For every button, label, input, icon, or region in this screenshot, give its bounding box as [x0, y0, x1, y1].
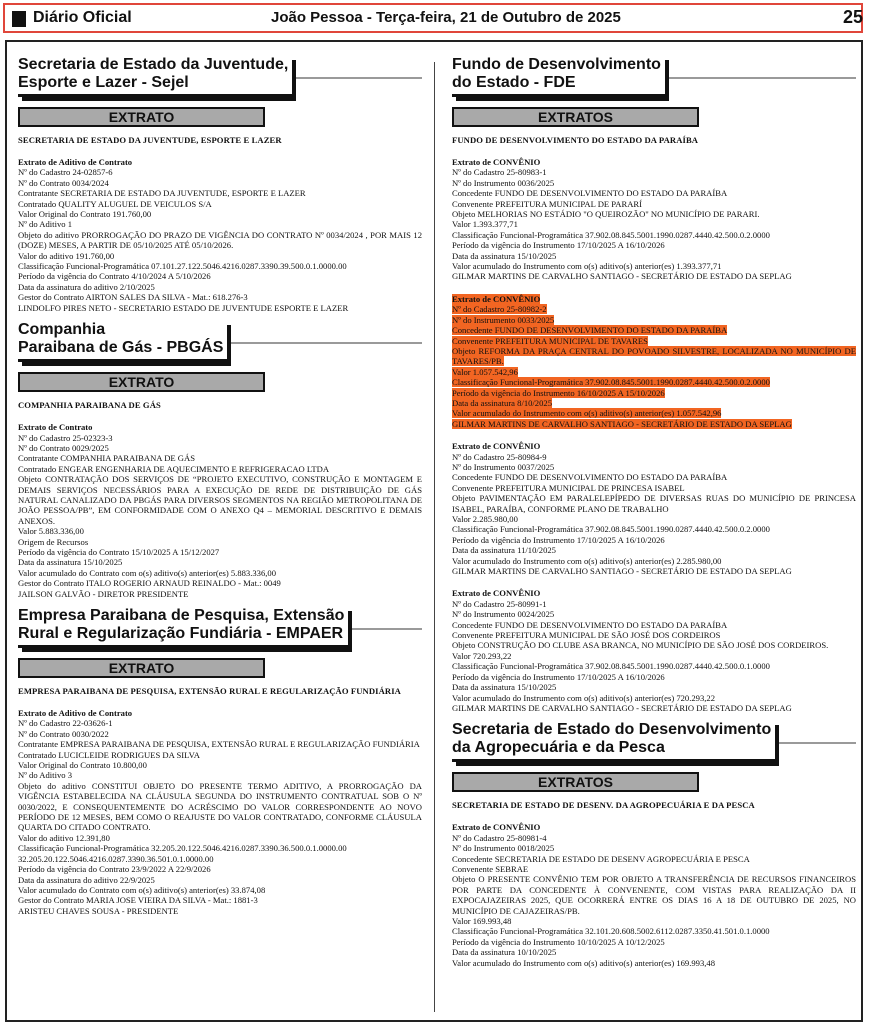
- section-title-line: Companhia: [18, 321, 106, 339]
- extract-block: [18, 422, 422, 599]
- extract-line: Concedente SECRETARIA DE ESTADO DE DESENV AGROPECUÁRIA E PESCA: [452, 853, 750, 864]
- extract-line: Data da assinatura 15/10/2025: [18, 557, 123, 568]
- extract-block: [18, 708, 422, 916]
- extract-title: Extrato de Contrato: [18, 422, 93, 433]
- extract-title: Extrato de CONVÊNIO: [452, 157, 541, 167]
- right-column: [452, 56, 856, 974]
- extrato-badge: EXTRATOS: [452, 772, 699, 792]
- extract-line: Data da assinatura do aditivo 2/10/2025: [18, 281, 155, 292]
- extrato-badge: EXTRATOS: [452, 107, 699, 127]
- extract-line: Gestor do Contrato ITALO ROGERIO ARNAUD REINALDO - Mat.: 0049: [18, 578, 281, 589]
- extract-line: GILMAR MARTINS DE CARVALHO SANTIAGO - SECRETÁRIO DE ESTADO DA SEPLAG: [452, 418, 792, 429]
- section-title: [452, 56, 665, 97]
- organization-name: SECRETARIA DE ESTADO DE DESENV. DA AGROPECUÁRIA E DA PESCA: [452, 800, 755, 811]
- left-column: [18, 56, 422, 922]
- section-title-line: Fundo de Desenvolvimento: [452, 56, 661, 73]
- extract-line: Valor acumulado do Instrumento com o(s) aditivo(s) anterior(es) 1.057.542,96: [452, 408, 722, 419]
- extract-line: Nº do Aditivo 3: [18, 770, 72, 781]
- extract-line: LINDOLFO PIRES NETO - SECRETARIO ESTADO DE JUVENTUDE ESPORTE E LAZER: [18, 302, 349, 313]
- extract-line: Nº do Cadastro 25-80983-1: [452, 167, 547, 178]
- extract-line: Objeto O PRESENTE CONVÊNIO TEM POR OBJETO A TRANSFERÊNCIA DE RECURSOS FINANCEIROS POR PARTE DA CONCEDENTE À CONVENENTE, COM VISTAS PARA REALIZAÇÃO DA II EXPOCAJAZEIRAS 2025, QUE OCORRERÁ ENTRE OS DIAS 16 A 18 DE OUTUBRO DE 2025, NO MUNICÍPIO DE CAJAZEIRAS/PB.: [452, 874, 856, 916]
- extract-line: Nº do Contrato 0034/2024: [18, 177, 109, 188]
- extract-line: Objeto CONSTRUÇÃO DO CLUBE ASA BRANCA, NO MUNICÍPIO DE SÃO JOSÉ DOS CORDEIROS.: [452, 640, 829, 651]
- extract-line: Objeto PAVIMENTAÇÃO EM PARALELEPÍPEDO DE DIVERSAS RUAS DO MUNICÍPIO DE PRINCESA ISABEL, PARAÍBA, CONFORME PLANO DE TRABALHO: [452, 493, 856, 514]
- extract-line: Período da vigência do Contrato 4/10/2024 A 5/10/2026: [18, 271, 211, 282]
- extract-line: Classificação Funcional-Programática 37.902.08.845.5001.1990.0287.4440.42.500.0.2.0000: [452, 229, 770, 240]
- extract-line: Nº do Cadastro 25-02323-3: [18, 432, 113, 443]
- extract-line: Nº do Cadastro 24-02857-6: [18, 167, 113, 178]
- extract-line: Classificação Funcional-Programática 37.902.08.845.5001.1990.0287.4440.42.500.0.2.0000: [452, 377, 770, 388]
- dateline: João Pessoa - Terça-feira, 21 de Outubro de 2025: [271, 9, 621, 26]
- section: [18, 607, 422, 916]
- extract-line: Classificação Funcional-Programática 37.902.08.845.5001.1990.0287.4440.42.500.0.1.0000: [452, 661, 770, 672]
- extract-block: [452, 588, 856, 713]
- extract-line: Período da vigência do Instrumento 10/10/2025 A 10/12/2025: [452, 936, 665, 947]
- extract-line: Valor acumulado do Instrumento com o(s) aditivo(s) anterior(es) 720.293,22: [452, 692, 715, 703]
- extract-line: Nº do Instrumento 0018/2025: [452, 843, 555, 854]
- extract-line: Data da assinatura 11/10/2025: [452, 545, 556, 556]
- extract-line: Classificação Funcional-Programática 07.101.27.122.5046.4216.0287.3390.39.500.0.1.0000.00: [18, 261, 347, 272]
- extract-line: GILMAR MARTINS DE CARVALHO SANTIAGO - SECRETÁRIO DE ESTADO DA SEPLAG: [452, 566, 792, 577]
- extract-line: GILMAR MARTINS DE CARVALHO SANTIAGO - SECRETÁRIO DE ESTADO DA SEPLAG: [452, 702, 792, 713]
- extract-line: Período da vigência do Instrumento 17/10/2025 A 16/10/2026: [452, 671, 665, 682]
- section: [18, 56, 422, 313]
- section-title-line: do Estado - FDE: [452, 74, 576, 91]
- extract-line: Período da vigência do Instrumento 17/10/2025 A 16/10/2026: [452, 534, 665, 545]
- extract-line: Contratante SECRETARIA DE ESTADO DA JUVENTUDE, ESPORTE E LAZER: [18, 188, 306, 199]
- header-square-mark: [12, 11, 26, 27]
- extrato-badge: EXTRATO: [18, 107, 265, 127]
- organization-name: COMPANHIA PARAIBANA DE GÁS: [18, 400, 161, 411]
- section: [452, 56, 856, 713]
- extract-line: Convenente PREFEITURA MUNICIPAL DE PARARÍ: [452, 198, 643, 209]
- extract-line: Objeto do aditivo CONSTITUI OBJETO DO PRESENTE TERMO ADITIVO, A PRORROGAÇÃO DA VIGÊNCIA ESTABELECIDA NA CLÁUSULA SEGUNDA DO INSTRUMENTO CONTRATUAL SOB O Nº 0030/2022, E CONSEQUENTEMENTE DO ACRÉSCIMO DO VALOR CORRESPONDENTE AO NOVO PERÍODO DE 12 MESES, BEM COMO O REAJUSTE DO VALOR CONTRATADO, CONFORME CLÁUSULA QUARTA DO CITADO CONTRATO.: [18, 780, 422, 833]
- section: [452, 721, 856, 968]
- extract-line: Valor 2.285.980,00: [452, 514, 518, 524]
- extract-line: Valor 720.293,22: [452, 650, 512, 661]
- page-number: 25: [842, 7, 863, 27]
- extract-line: Nº do Cadastro 25-80982-2: [452, 304, 547, 315]
- column-divider: [434, 62, 435, 1012]
- extract-line: Nº do Aditivo 1: [18, 219, 72, 230]
- extract-line: Convenente PREFEITURA MUNICIPAL DE PRINCESA ISABEL: [452, 482, 685, 493]
- extract-line: Valor do aditivo 12.391,80: [18, 832, 110, 843]
- section-title-line: da Agropecuária e da Pesca: [452, 739, 665, 757]
- extract-title: Extrato de Aditivo de Contrato: [18, 157, 133, 167]
- publication-title: Diário Oficial: [33, 9, 132, 26]
- extract-line: Valor do aditivo 191.760,00: [18, 250, 115, 261]
- extract-line: Valor acumulado do Instrumento com o(s) aditivo(s) anterior(es) 1.393.377,71: [452, 261, 722, 272]
- extract-line: Período da vigência do Instrumento 16/10/2025 A 15/10/2026: [452, 387, 665, 398]
- extract-line: ARISTEU CHAVES SOUSA - PRESIDENTE: [18, 905, 179, 916]
- section: [18, 321, 422, 599]
- extract-line: Período da vigência do Contrato 23/9/2022 A 22/9/2026: [18, 864, 211, 875]
- extract-title: Extrato de CONVÊNIO: [452, 441, 541, 452]
- extract-block: [452, 822, 856, 968]
- extract-line: Valor Original do Contrato 191.760,00: [18, 209, 152, 220]
- extract-line: GILMAR MARTINS DE CARVALHO SANTIAGO - SECRETÁRIO DE ESTADO DA SEPLAG: [452, 271, 792, 282]
- extract-line: Valor acumulado do Instrumento com o(s) aditivo(s) anterior(es) 169.993,48: [452, 957, 715, 968]
- extract-line: Nº do Cadastro 25-80981-4: [452, 832, 547, 843]
- extract-line: Contratado ENGEAR ENGENHARIA DE AQUECIMENTO E REFRIGERACAO LTDA: [18, 463, 330, 474]
- section-title-line: Secretaria de Estado do Desenvolvimento: [452, 721, 772, 739]
- extract-line: Concedente FUNDO DE DESENVOLVIMENTO DO ESTADO DA PARAÍBA: [452, 325, 728, 336]
- extract-line: Valor 169.993,48: [452, 915, 512, 926]
- section-title-line: Paraibana de Gás - PBGÁS: [18, 339, 224, 357]
- section-title-line: Esporte e Lazer - Sejel: [18, 74, 189, 91]
- extract-line: Objeto MELHORIAS NO ESTÁDIO "O QUEIROZÃO" NO MUNICÍPIO DE PARARI.: [452, 209, 760, 220]
- extract-line: Gestor do Contrato MARIA JOSE VIEIRA DA SILVA - Mat.: 1881-3: [18, 895, 258, 906]
- extract-line: Concedente FUNDO DE DESENVOLVIMENTO DO ESTADO DA PARAÍBA: [452, 472, 728, 483]
- extract-line: Período da vigência do Contrato 15/10/2025 A 15/12/2027: [18, 546, 220, 557]
- extract-line: Contratante EMPRESA PARAIBANA DE PESQUISA, EXTENSÃO RURAL E REGULARIZAÇÃO FUNDIÁRIA: [18, 739, 420, 750]
- extract-line: Valor 5.883.336,00: [18, 526, 84, 537]
- extract-line: Valor Original do Contrato 10.800,00: [18, 760, 147, 771]
- extract-line: Convenente PREFEITURA MUNICIPAL DE SÃO JOSÉ DOS CORDEIROS: [452, 630, 721, 641]
- extract-line: Nº do Instrumento 0033/2025: [452, 314, 555, 325]
- section-title: [18, 321, 227, 362]
- organization-name: SECRETARIA DE ESTADO DA JUVENTUDE, ESPORTE E LAZER: [18, 135, 282, 145]
- extract-line: Valor acumulado do Contrato com o(s) aditivo(s) anterior(es) 5.883.336,00: [18, 567, 276, 578]
- extract-line: Classificação Funcional-Programática 32.205.20.122.5046.4216.0287.3390.36.500.0.1.0000.00: [18, 843, 347, 854]
- extract-line: Nº do Contrato 0029/2025: [18, 442, 109, 453]
- extract-block: [18, 157, 422, 313]
- extrato-badge: EXTRATO: [18, 658, 265, 678]
- extract-line: Objeto REFORMA DA PRAÇA CENTRAL DO POVOADO SILVESTRE, LOCALIZADA NO MUNICÍPIO DE TAVARES/PB.: [452, 345, 856, 367]
- extract-title: Extrato de Aditivo de Contrato: [18, 708, 133, 718]
- extract-line: Data da assinatura 10/10/2025: [452, 947, 557, 958]
- extract-line: Nº do Instrumento 0037/2025: [452, 461, 555, 472]
- extract-line: Período da vigência do Instrumento 17/10/2025 A 16/10/2026: [452, 240, 665, 251]
- extract-line: Concedente FUNDO DE DESENVOLVIMENTO DO ESTADO DA PARAÍBA: [452, 619, 728, 630]
- extract-line: Convenente SEBRAE: [452, 863, 529, 874]
- section-title: [18, 56, 292, 97]
- extract-line: Data da assinatura 8/10/2025: [452, 397, 552, 408]
- extract-line: Nº do Cadastro 25-80984-9: [452, 451, 547, 462]
- extract-line: Data da assinatura do aditivo 22/9/2025: [18, 874, 155, 885]
- organization-name: FUNDO DE DESENVOLVIMENTO DO ESTADO DA PARAÍBA: [452, 135, 699, 145]
- extract-line: 32.205.20.122.5046.4216.0287.3390.36.501.0.1.0000.00: [18, 853, 214, 864]
- extract-line: Contratante COMPANHIA PARAIBANA DE GÁS: [18, 453, 195, 464]
- extract-title: Extrato de CONVÊNIO: [452, 293, 541, 304]
- extract-title: Extrato de CONVÊNIO: [452, 588, 541, 599]
- extract-line: Data da assinatura 15/10/2025: [452, 250, 557, 261]
- page-header: [3, 3, 863, 33]
- extract-line: Valor acumulado do Instrumento com o(s) aditivo(s) anterior(es) 2.285.980,00: [452, 555, 722, 566]
- organization-name: EMPRESA PARAIBANA DE PESQUISA, EXTENSÃO RURAL E REGULARIZAÇÃO FUNDIÁRIA: [18, 686, 401, 696]
- extract-line: Valor 1.393.377,71: [452, 219, 518, 230]
- section-title-line: Empresa Paraibana de Pesquisa, Extensão: [18, 607, 345, 624]
- extract-line: Gestor do Contrato AIRTON SALES DA SILVA - Mat.: 618.276-3: [18, 292, 248, 303]
- extract-title: Extrato de CONVÊNIO: [452, 822, 541, 833]
- extract-line: Contratado LUCICLEIDE RODRIGUES DA SILVA: [18, 749, 200, 760]
- extract-block: [452, 441, 856, 576]
- section-title-line: Secretaria de Estado da Juventude,: [18, 56, 289, 73]
- extract-line: Nº do Cadastro 25-80991-1: [452, 598, 547, 609]
- section-title: [452, 721, 775, 762]
- extract-line: Origem de Recursos: [18, 536, 89, 547]
- extract-block: [452, 157, 856, 282]
- extract-line: Nº do Contrato 0030/2022: [18, 728, 109, 739]
- extract-line: JAILSON GALVÃO - DIRETOR PRESIDENTE: [18, 588, 189, 599]
- extrato-badge: EXTRATO: [18, 372, 265, 392]
- section-title-line: Rural e Regularização Fundiária - EMPAER: [18, 625, 344, 642]
- extract-line: Data da assinatura 15/10/2025: [452, 682, 557, 693]
- section-title: [18, 607, 348, 648]
- extract-line: Convenente PREFEITURA MUNICIPAL DE TAVARES: [452, 335, 648, 346]
- extract-line: Objeto do aditivo PRORROGAÇÃO DO PRAZO DE VIGÊNCIA DO CONTRATO Nº 0034/2024 , POR MAIS 12 (DOZE) MESES, A PARTIR DE 05/10/2025 ATÉ 05/10/2026.: [18, 229, 422, 251]
- extract-line: Nº do Instrumento 0024/2025: [452, 609, 555, 620]
- extract-line: Concedente FUNDO DE DESENVOLVIMENTO DO ESTADO DA PARAÍBA: [452, 188, 728, 199]
- extract-line: Valor acumulado do Contrato com o(s) aditivo(s) anterior(es) 33.874,08: [18, 884, 266, 895]
- extract-line: Valor 1.057.542,96: [452, 366, 518, 377]
- extract-line: Contratado QUALITY ALUGUEL DE VEICULOS S/A: [18, 198, 212, 209]
- extract-line: Objeto CONTRATAÇÃO DOS SERVIÇOS DE “PROJETO EXECUTIVO, CONSTRUÇÃO E MONTAGEM E DEMAIS SERVIÇOS NECESSÁRIOS PARA A EXECUÇÃO DE REDE DE DISTRIBUIÇÃO DE GÁS NATURAL CANALIZADO DA PBGÁS PARA DIVERSOS SEGMENTOS NA REGIÃO METROPOLITANA DE JOÃO PESSOA/PB”, EM CONFORMIDADE COM O ANEXO Q4 – MEMORIAL DESCRITIVO E DEMAIS ANEXOS.: [18, 474, 422, 526]
- extract-line: Nº do Instrumento 0036/2025: [452, 177, 555, 188]
- highlighted-extract-block: [452, 294, 856, 429]
- extract-line: Classificação Funcional-Programática 37.902.08.845.5001.1990.0287.4440.42.500.0.2.0000: [452, 524, 770, 535]
- extract-line: Nº do Cadastro 22-03626-1: [18, 718, 113, 729]
- extract-line: Classificação Funcional-Programática 32.101.20.608.5002.6112.0287.3350.41.501.0.1.0000: [452, 926, 770, 937]
